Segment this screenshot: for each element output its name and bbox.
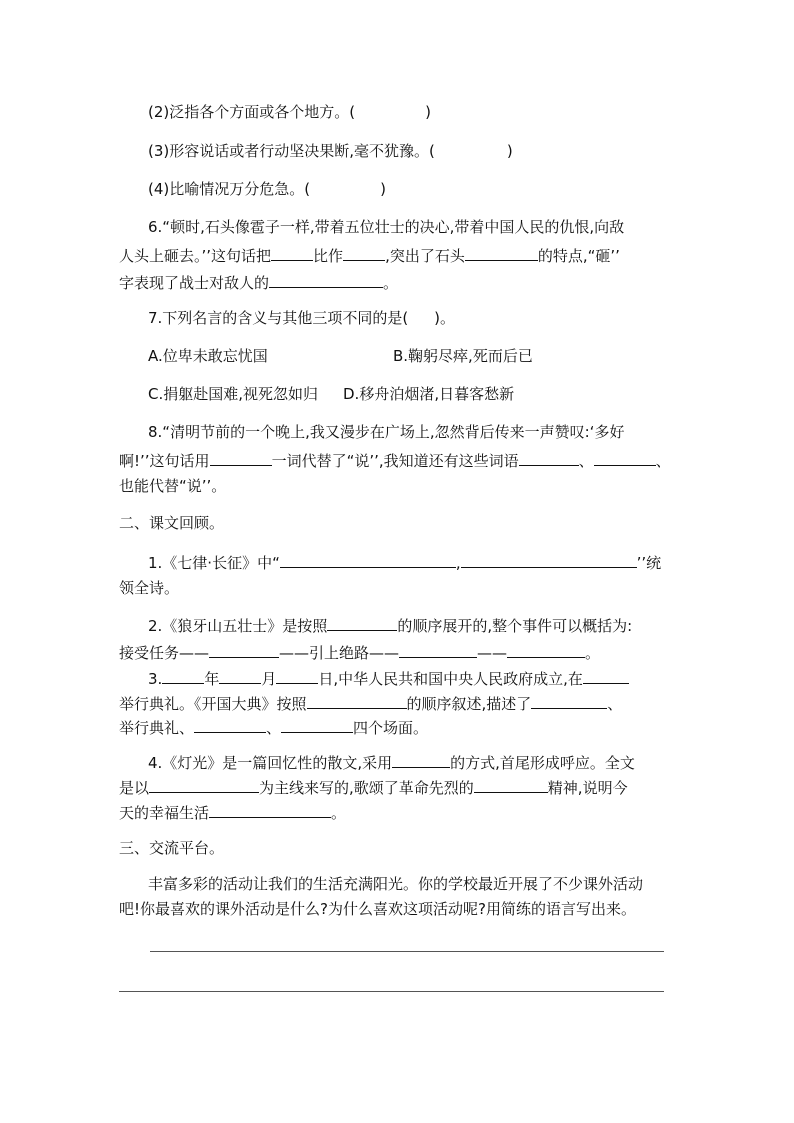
s2q2-blank-3[interactable] xyxy=(399,641,477,658)
s2q3-blank-day[interactable] xyxy=(276,667,318,684)
s2q3-blank-order[interactable] xyxy=(307,692,407,709)
s2q3-blank-place[interactable] xyxy=(583,667,629,684)
s2q3-text-e: 举行典礼。《开国大典》按照 xyxy=(119,695,307,713)
s2q2-text-c: 接受任务—— xyxy=(119,644,210,662)
s2q4-text-b: 的方式,首尾形成呼应。全文 xyxy=(450,754,635,772)
s2q3-text-f: 的顺序叙述,描述了 xyxy=(406,695,532,713)
s2q1-text-a: 1.《七律·长征》中“ xyxy=(148,554,280,572)
s2q3-blank-scene-2[interactable] xyxy=(194,716,266,733)
s2q3-blank-month[interactable] xyxy=(219,667,261,684)
q7-option-d: D.移舟泊烟渚,日暮客愁新 xyxy=(343,385,515,403)
s2q3-blank-year[interactable] xyxy=(162,667,204,684)
question-6-line2 xyxy=(119,244,620,266)
s2q2-text-e: —— xyxy=(477,644,508,662)
s2q4-text-e: 精神,说明今 xyxy=(547,779,628,797)
s2-question-2-line1 xyxy=(148,614,632,636)
q7-stem-close: )。 xyxy=(434,309,456,327)
q8-blank-1[interactable] xyxy=(210,449,272,466)
question-1-2 xyxy=(148,102,431,122)
s2q3-blank-scene-3[interactable] xyxy=(281,716,353,733)
s2q3-text-d: 日,中华人民共和国中央人民政府成立,在 xyxy=(318,670,583,688)
q7-option-a: A.位卑未敢忘忧国 xyxy=(148,347,268,365)
question-close: ) xyxy=(380,180,386,198)
question-close: ) xyxy=(425,103,431,121)
s2q1-blank-2[interactable] xyxy=(461,551,637,568)
question-close: ) xyxy=(506,142,513,160)
s2q2-text-a: 2.《狼牙山五壮士》是按照 xyxy=(148,617,328,635)
q8-text-d: 、 xyxy=(655,452,671,470)
question-text: (4)比喻情况万分危急。( xyxy=(148,180,311,198)
s2q2-text-f: 。 xyxy=(585,644,601,662)
writing-line-2[interactable] xyxy=(119,991,664,992)
q6-text-a: 人头上砸去。’’这句话把 xyxy=(119,247,272,265)
question-7-stem xyxy=(148,308,455,328)
question-8-line2 xyxy=(119,449,671,471)
s2q4-text-c: 是以 xyxy=(119,779,150,797)
s2-question-2-line2 xyxy=(119,641,600,663)
question-1-3 xyxy=(148,141,513,161)
section-2-heading: 二、课文回顾。 xyxy=(119,514,225,532)
question-1-4 xyxy=(148,179,386,199)
question-6-line3 xyxy=(119,271,398,293)
s2q3-blank-scene-1[interactable] xyxy=(531,692,607,709)
writing-line-1[interactable] xyxy=(150,951,664,952)
s2q2-blank-1[interactable] xyxy=(327,614,397,631)
s2q4-text-g: 。 xyxy=(331,804,347,822)
s2q1-blank-1[interactable] xyxy=(280,551,456,568)
q8-text-b: 一词代替了“说’’,我知道还有这些词语 xyxy=(271,452,519,470)
s2q1-text-b: , xyxy=(455,554,461,572)
question-text: (2)泛指各个方面或各个地方。( xyxy=(148,103,356,121)
q6-text-e: 字表现了战士对敌人的 xyxy=(119,274,270,292)
q6-blank-3[interactable] xyxy=(465,244,538,261)
s2q2-blank-4[interactable] xyxy=(507,641,585,658)
q6-text-f: 。 xyxy=(383,274,399,292)
s2q3-text-g: 、 xyxy=(607,695,623,713)
question-6-line1: 6.“顿时,石头像雹子一样,带着五位壮士的决心,带着中国人民的仇恨,向敌 xyxy=(148,218,625,236)
s2q4-text-d: 为主线来写的,歌颂了革命先烈的 xyxy=(259,779,474,797)
s2q3-text-i: 、 xyxy=(266,719,282,737)
q8-text-a: 啊!’’这句话用 xyxy=(119,452,210,470)
question-8-line1: 8.“清明节前的一个晚上,我又漫步在广场上,忽然背后传来一声赞叹:‘多好 xyxy=(148,423,625,441)
s2q4-blank-4[interactable] xyxy=(209,801,331,818)
q7-option-b: B.鞠躬尽瘁,死而后已 xyxy=(393,347,533,365)
s2q4-blank-2[interactable] xyxy=(149,776,259,793)
q8-text-c: 、 xyxy=(578,452,594,470)
s2q4-blank-3[interactable] xyxy=(474,776,548,793)
section-3-heading: 三、交流平台。 xyxy=(119,839,225,857)
s2-question-3-line1 xyxy=(148,667,629,689)
q6-blank-4[interactable] xyxy=(269,271,383,288)
s2-question-4-line2 xyxy=(119,776,628,798)
question-text: (3)形容说话或者行动坚决果断,毫不犹豫。( xyxy=(148,142,435,160)
s2q3-text-c: 月 xyxy=(261,670,277,688)
q8-blank-2[interactable] xyxy=(519,449,579,466)
s2-question-4-line1 xyxy=(148,751,635,773)
s2q4-text-a: 4.《灯光》是一篇回忆性的散文,采用 xyxy=(148,754,393,772)
q6-text-d: 的特点,“砸’’ xyxy=(537,247,620,265)
section-3-prompt-line1: 丰富多彩的活动让我们的生活充满阳光。你的学校最近开展了不少课外活动 xyxy=(148,875,644,893)
q6-blank-1[interactable] xyxy=(271,244,313,261)
q7-stem-text: 7.下列名言的含义与其他三项不同的是( xyxy=(148,309,409,327)
q6-blank-2[interactable] xyxy=(343,244,385,261)
s2q3-text-b: 年 xyxy=(204,670,220,688)
s2q2-blank-2[interactable] xyxy=(209,641,279,658)
s2q3-text-j: 四个场面。 xyxy=(353,719,429,737)
s2-question-4-line3 xyxy=(119,801,346,823)
q7-option-c: C.捐躯赴国难,视死忽如归 xyxy=(148,385,319,403)
s2-question-3-line2 xyxy=(119,692,622,714)
q6-text-b: 比作 xyxy=(313,247,344,265)
s2-question-1-line1 xyxy=(148,551,661,573)
q8-blank-3[interactable] xyxy=(594,449,656,466)
s2q4-text-f: 天的幸福生活 xyxy=(119,804,210,822)
s2q3-text-a: 3. xyxy=(148,670,163,688)
s2q4-blank-1[interactable] xyxy=(392,751,450,768)
section-3-prompt-line2: 吧!你最喜欢的课外活动是什么?为什么喜欢这项活动呢?用简练的语言写出来。 xyxy=(119,900,636,918)
q6-text-c: ,突出了石头 xyxy=(385,247,465,265)
s2-question-1-line2: 领全诗。 xyxy=(119,579,180,597)
s2q2-text-d: ——引上绝路—— xyxy=(279,644,400,662)
s2-question-3-line3 xyxy=(119,716,428,738)
s2q2-text-b: 的顺序展开的,整个事件可以概括为: xyxy=(397,617,633,635)
s2q1-text-c: ’’统 xyxy=(636,554,662,572)
s2q3-text-h: 举行典礼、 xyxy=(119,719,195,737)
question-8-line3: 也能代替“说’’。 xyxy=(119,477,227,495)
